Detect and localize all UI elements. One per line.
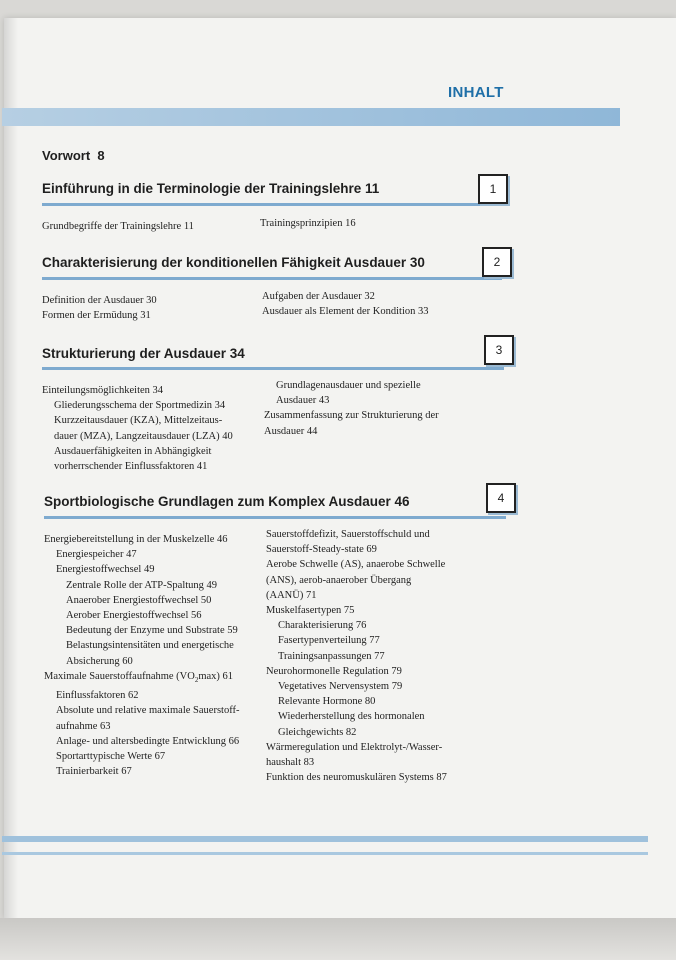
page-edge-shadow	[4, 18, 18, 918]
toc-entry: Charakterisierung 76	[278, 620, 367, 632]
toc-entry: Zentrale Rolle der ATP-Spaltung 49	[66, 579, 218, 591]
toc-entry: Kurzzeitausdauer (KZA), Mittelzeitaus-	[54, 415, 223, 427]
toc-entry: dauer (MZA), Langzeitausdauer (LZA) 40	[54, 430, 233, 442]
toc-entry: Definition der Ausdauer 30	[42, 295, 157, 306]
toc-entry: Sportarttypische Werte 67	[56, 750, 166, 762]
toc-entry: Sauerstoffdefizit, Sauerstoffschuld und	[266, 529, 430, 540]
toc-entry: Aerober Energiestoffwechsel 56	[66, 610, 202, 622]
chapter-4-number: 4	[486, 483, 516, 513]
chapter-1-number: 1	[478, 174, 508, 204]
chapter-2-title: Charakterisierung der konditionellen Fähigkeit Ausdauer 30	[42, 255, 425, 270]
toc-entry: Neurohormonelle Regulation 79	[266, 665, 402, 677]
toc-entry: Ausdauerfähigkeiten in Abhängigkeit	[54, 445, 212, 457]
chapter-1-left-column	[42, 219, 194, 234]
toc-entry: Absolute und relative maximale Sauerstoff-	[56, 705, 240, 717]
toc-entry: Einflussfaktoren 62	[56, 690, 139, 702]
vorwort-label: Vorwort	[42, 148, 91, 163]
toc-entry: Funktion des neuromuskulären Systems 87	[266, 772, 447, 784]
chapter-1-rule	[42, 203, 498, 206]
toc-entry: Absicherung 60	[66, 655, 133, 667]
toc-entry: Formen der Ermüdung 31	[42, 310, 151, 322]
page-title: INHALT	[448, 84, 504, 101]
toc-entry: Relevante Hormone 80	[278, 696, 376, 708]
toc-entry: (AANÜ) 71	[266, 589, 317, 601]
chapter-1-title: Einführung in die Terminologie der Trainingslehre 11	[42, 181, 380, 196]
toc-entry: Energiespeicher 47	[56, 549, 137, 561]
toc-entry: vorherrschender Einflussfaktoren 41	[54, 461, 208, 473]
toc-entry-vo2max	[44, 669, 240, 688]
toc-entry: Energiebereitstellung in der Muskelzelle 46	[44, 534, 228, 545]
chapter-3-rule	[42, 367, 504, 370]
chapter-3-left-column	[42, 383, 233, 474]
vo2max-tail: max) 61	[198, 670, 234, 682]
toc-entry: Aerobe Schwelle (AS), anaerobe Schwelle	[266, 559, 446, 571]
toc-entry: Wiederherstellung des hormonalen	[278, 711, 425, 723]
toc-entry: Vegetatives Nervensystem 79	[278, 681, 403, 693]
toc-entry: Bedeutung der Enzyme und Substrate 59	[66, 625, 238, 637]
chapter-2-rule	[42, 277, 502, 280]
vo2max-subscript: 2	[194, 675, 199, 684]
chapter-2-right-column	[262, 289, 429, 319]
toc-entry: Grundbegriffe der Trainingslehre 11	[42, 221, 194, 232]
toc-entry: Ausdauer 44	[264, 425, 318, 437]
toc-entry: Zusammenfassung zur Strukturierung der	[264, 410, 439, 422]
chapter-3-right-column	[264, 378, 439, 439]
toc-entry: Energiestoffwechsel 49	[56, 564, 155, 576]
footer-band	[2, 836, 648, 842]
toc-entry: Wärmeregulation und Elektrolyt-/Wasser-	[266, 741, 443, 753]
vorwort-page: 8	[97, 148, 105, 163]
toc-entry: Ausdauer als Element der Kondition 33	[262, 306, 429, 318]
toc-entry: Gleichgewichts 82	[278, 726, 357, 738]
toc-entry: aufnahme 63	[56, 720, 111, 732]
toc-entry: Anlage- und altersbedingte Entwicklung 66	[56, 735, 240, 747]
toc-entry: Trainierbarkeit 67	[56, 766, 132, 778]
toc-entry: (ANS), aerob-anaerober Übergang	[266, 574, 412, 586]
desk-surface	[0, 918, 676, 960]
toc-entry: Muskelfasertypen 75	[266, 605, 355, 617]
vo2max-text: Maximale Sauerstoffaufnahme (VO	[44, 670, 195, 682]
toc-entry: Belastungsintensitäten und energetische	[66, 640, 234, 652]
toc-entry: haushalt 83	[266, 757, 315, 769]
chapter-1-right-column	[260, 216, 356, 231]
toc-entry: Gliederungsschema der Sportmedizin 34	[54, 400, 226, 412]
toc-entry: Anaerober Energiestoffwechsel 50	[66, 594, 212, 606]
chapter-2-left-column	[42, 293, 157, 323]
toc-entry: Ausdauer 43	[276, 395, 330, 407]
toc-entry: Trainingsprinzipien 16	[260, 218, 356, 229]
toc-entry: Einteilungsmöglichkeiten 34	[42, 385, 164, 396]
chapter-3-number: 3	[484, 335, 514, 365]
chapter-4-title: Sportbiologische Grundlagen zum Komplex Ausdauer 46	[44, 494, 410, 509]
toc-entry: Trainingsanpassungen 77	[278, 650, 385, 662]
chapter-4-right-column	[266, 527, 447, 785]
toc-entry: Grundlagenausdauer und spezielle	[276, 380, 421, 391]
toc-entry: Sauerstoff-Steady-state 69	[266, 544, 377, 556]
footer-band-thin	[2, 852, 648, 855]
chapter-4-rule	[44, 516, 506, 519]
chapter-3-title: Strukturierung der Ausdauer 34	[42, 346, 245, 361]
toc-entry: Aufgaben der Ausdauer 32	[262, 291, 375, 302]
chapter-4-left-column	[44, 532, 240, 779]
chapter-2-number: 2	[482, 247, 512, 277]
toc-entry: Fasertypenverteilung 77	[278, 635, 380, 647]
vorwort-entry	[42, 148, 105, 163]
header-band	[2, 108, 620, 126]
